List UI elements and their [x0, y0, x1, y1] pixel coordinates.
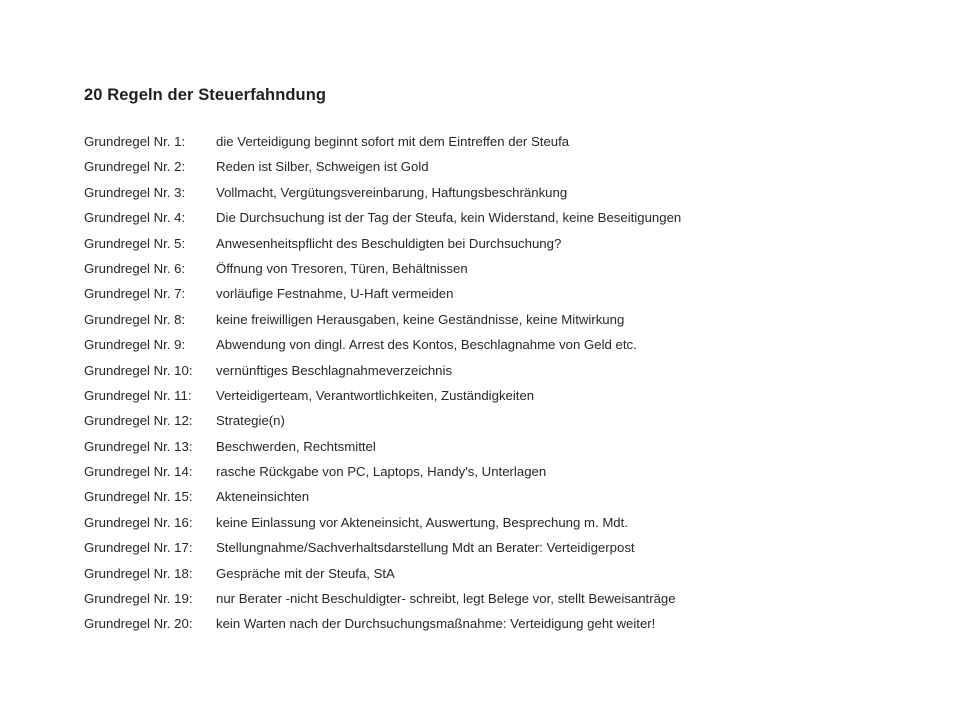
- list-item: [84, 185, 904, 210]
- rule-text: rasche Rückgabe von PC, Laptops, Handy's, Unterlagen: [216, 464, 547, 480]
- list-item: [84, 540, 904, 565]
- list-item: [84, 159, 904, 184]
- rule-text: Anwesenheitspflicht des Beschuldigten bei Durchsuchung?: [216, 235, 562, 251]
- rule-label: Grundregel Nr. 17:: [84, 540, 193, 556]
- rule-text: vorläufige Festnahme, U-Haft vermeiden: [216, 286, 454, 302]
- rule-label: Grundregel Nr. 13:: [84, 438, 193, 454]
- list-item: [84, 210, 904, 235]
- list-item: [84, 439, 904, 464]
- rule-text: kein Warten nach der Durchsuchungsmaßnahme: Verteidigung geht weiter!: [216, 616, 656, 632]
- rule-text: vernünftiges Beschlagnahmeverzeichnis: [216, 362, 453, 378]
- rule-label: Grundregel Nr. 14:: [84, 464, 193, 480]
- list-item: [84, 286, 904, 311]
- rule-label: Grundregel Nr. 20:: [84, 616, 193, 632]
- rule-text: Stellungnahme/Sachverhaltsdarstellung Mdt an Berater: Verteidigerpost: [216, 540, 635, 556]
- rule-text: die Verteidigung beginnt sofort mit dem Eintreffen der Steufa: [216, 134, 570, 149]
- list-item: [84, 413, 904, 438]
- rule-label: Grundregel Nr. 5:: [84, 235, 186, 251]
- rule-label: Grundregel Nr. 11:: [84, 387, 192, 403]
- list-item: [84, 616, 904, 641]
- list-item: [84, 489, 904, 514]
- rule-text: Vollmacht, Vergütungsvereinbarung, Haftungsbeschränkung: [216, 184, 568, 200]
- list-item: [84, 388, 904, 413]
- list-item: [84, 134, 904, 159]
- rule-label: Grundregel Nr. 3:: [84, 184, 186, 200]
- rule-text: Abwendung von dingl. Arrest des Kontos, Beschlagnahme von Geld etc.: [216, 337, 637, 353]
- rule-label: Grundregel Nr. 18:: [84, 565, 193, 581]
- rule-text: Reden ist Silber, Schweigen ist Gold: [216, 159, 429, 175]
- list-item: [84, 337, 904, 362]
- rule-text: keine freiwilligen Herausgaben, keine Geständnisse, keine Mitwirkung: [216, 311, 625, 327]
- rule-label: Grundregel Nr. 2:: [84, 159, 186, 175]
- rule-label: Grundregel Nr. 1:: [84, 134, 186, 149]
- page-title: 20 Regeln der Steuerfahndung: [84, 86, 327, 104]
- rule-label: Grundregel Nr. 19:: [84, 591, 193, 607]
- rule-text: Öffnung von Tresoren, Türen, Behältnissen: [216, 260, 468, 276]
- rule-label: Grundregel Nr. 6:: [84, 260, 186, 276]
- rule-text: keine Einlassung vor Akteneinsicht, Auswertung, Besprechung m. Mdt.: [216, 514, 628, 530]
- list-item: [84, 261, 904, 286]
- list-item: [84, 464, 904, 489]
- rule-text: nur Berater -nicht Beschuldigter- schreibt, legt Belege vor, stellt Beweisanträge: [216, 591, 676, 607]
- rule-label: Grundregel Nr. 4:: [84, 210, 186, 226]
- rule-label: Grundregel Nr. 12:: [84, 413, 193, 429]
- rule-text: Strategie(n): [216, 413, 285, 429]
- rule-label: Grundregel Nr. 8:: [84, 311, 186, 327]
- list-item: [84, 591, 904, 616]
- rule-text: Gespräche mit der Steufa, StA: [216, 565, 395, 581]
- list-item: [84, 312, 904, 337]
- rules-list: [84, 134, 904, 642]
- rule-text: Beschwerden, Rechtsmittel: [216, 438, 376, 454]
- rule-text: Akteneinsichten: [216, 489, 310, 505]
- rule-label: Grundregel Nr. 16:: [84, 514, 193, 530]
- list-item: [84, 515, 904, 540]
- rule-text: Die Durchsuchung ist der Tag der Steufa, kein Widerstand, keine Beseitigungen: [216, 210, 682, 226]
- list-item: [84, 236, 904, 261]
- list-item: [84, 566, 904, 591]
- rule-text: Verteidigerteam, Verantwortlichkeiten, Zuständigkeiten: [216, 387, 535, 403]
- rule-label: Grundregel Nr. 10:: [84, 362, 193, 378]
- rule-label: Grundregel Nr. 7:: [84, 286, 186, 302]
- rule-label: Grundregel Nr. 9:: [84, 337, 186, 353]
- rule-label: Grundregel Nr. 15:: [84, 489, 193, 505]
- list-item: [84, 363, 904, 388]
